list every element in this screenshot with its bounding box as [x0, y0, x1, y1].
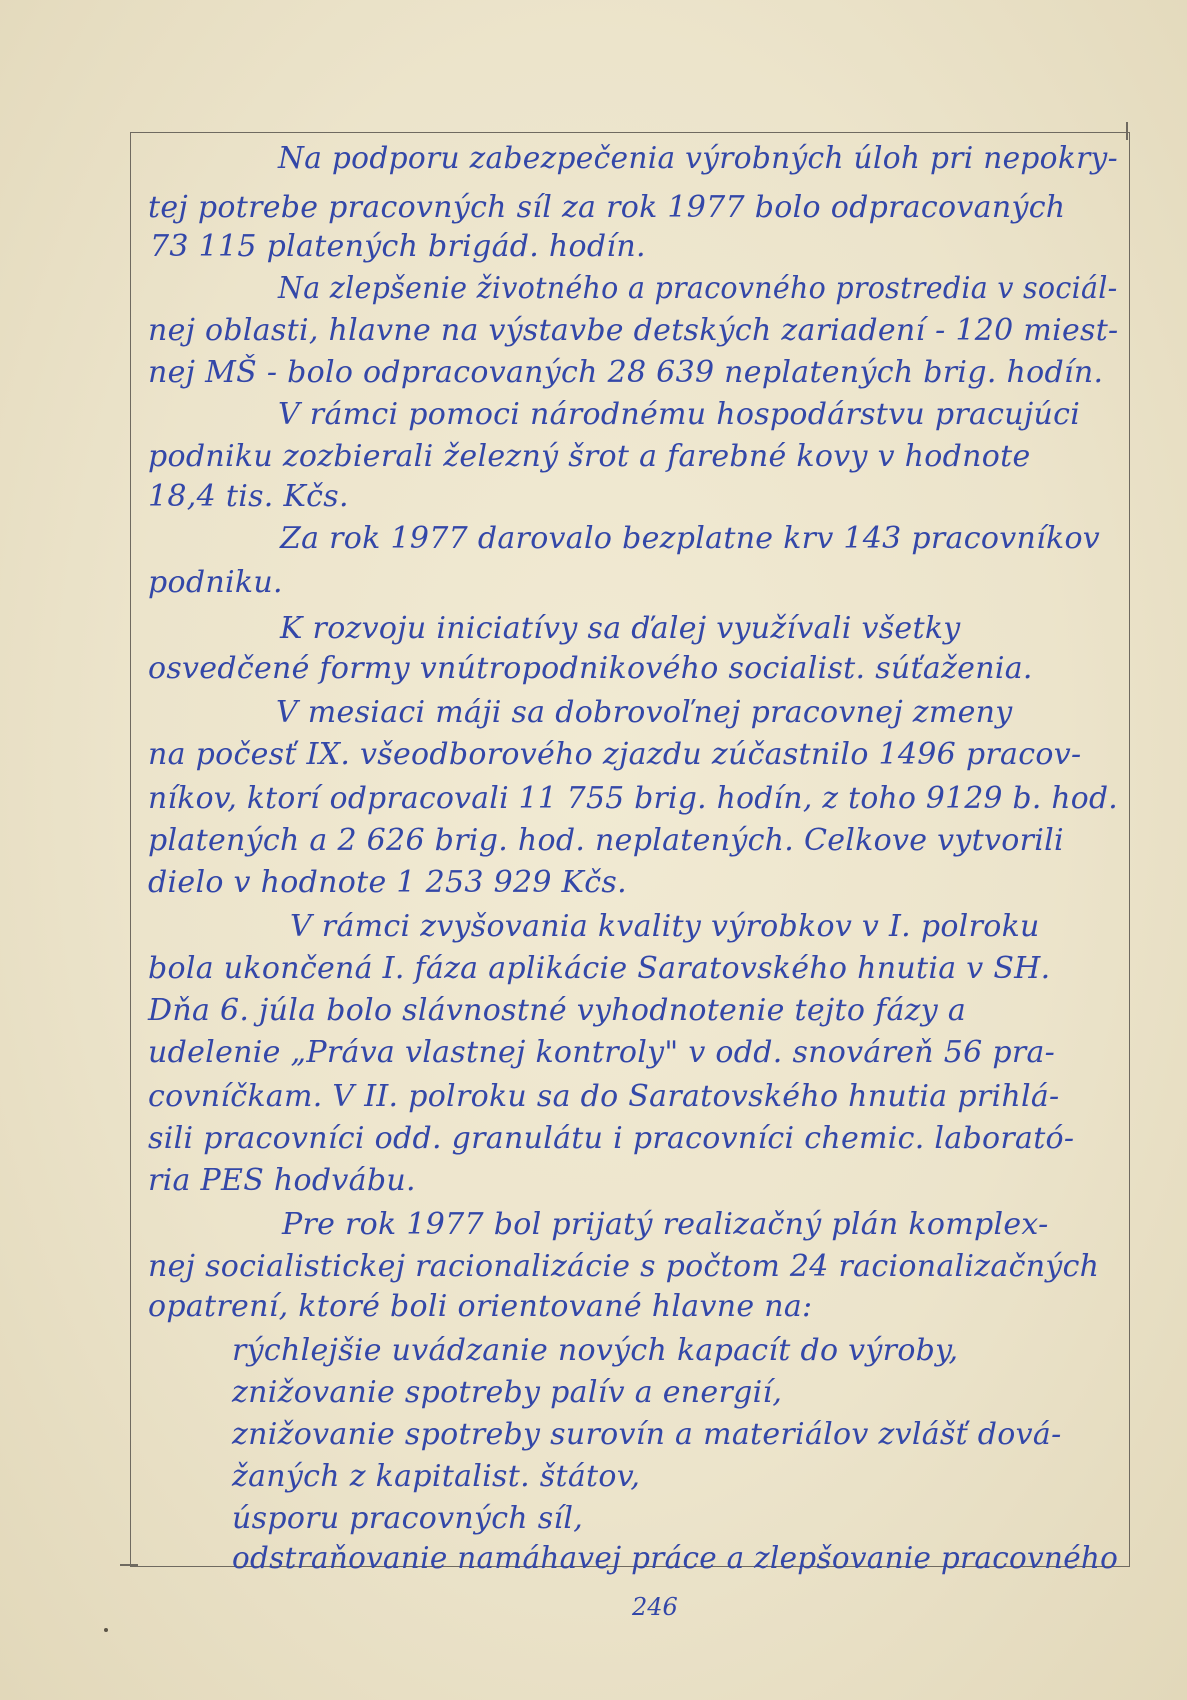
page-number: 246: [632, 1593, 678, 1621]
text-line: na počesť IX. všeodborového zjazdu zúčastnilo 1496 pracov-: [148, 737, 1082, 772]
text-line: níkov, ktorí odpracovali 11 755 brig. hodín, z toho 9129 b. hod.: [148, 781, 1119, 816]
text-line: osvedčené formy vnútropodnikového socialist. súťaženia.: [148, 651, 1033, 686]
text-line: opatrení, ktoré boli orientované hlavne na:: [148, 1289, 813, 1324]
text-line: V rámci pomoci národnému hospodárstvu pracujúci: [278, 397, 1081, 432]
text-line: Na zlepšenie životného a pracovného prostredia v sociál-: [278, 271, 1118, 306]
text-line: V mesiaci máji sa dobrovoľnej pracovnej zmeny: [276, 695, 1013, 730]
text-line: platených a 2 626 brig. hod. neplatených. Celkove vytvorili: [148, 823, 1064, 858]
text-line: podniku zozbierali železný šrot a farebné kovy v hodnote: [148, 439, 1031, 474]
text-line: Na podporu zabezpečenia výrobných úloh pri nepokry-: [278, 141, 1118, 176]
text-line: úsporu pracovných síl,: [232, 1501, 584, 1536]
text-line: Pre rok 1977 bol prijatý realizačný plán komplex-: [282, 1207, 1049, 1242]
text-line: dielo v hodnote 1 253 929 Kčs.: [148, 865, 627, 900]
frame-corner-mark: [1126, 122, 1128, 140]
text-line: ria PES hodvábu.: [148, 1163, 416, 1198]
text-line: bola ukončená I. fáza aplikácie Saratovského hnutia v SH.: [148, 951, 1051, 986]
text-line: nej MŠ - bolo odpracovaných 28 639 neplatených brig. hodín.: [148, 355, 1104, 390]
text-line: nej oblasti, hlavne na výstavbe detských zariadení - 120 miest-: [148, 313, 1119, 348]
text-line: podniku.: [148, 565, 283, 600]
text-line: Za rok 1977 darovalo bezplatne krv 143 pracovníkov: [280, 521, 1101, 556]
text-line: žaných z kapitalist. štátov,: [232, 1459, 641, 1494]
text-line: 18,4 tis. Kčs.: [148, 479, 349, 514]
text-line: 73 115 platených brigád. hodín.: [150, 229, 646, 264]
text-line: znižovanie spotreby palív a energií,: [232, 1375, 783, 1410]
paper-speck: [104, 1628, 108, 1632]
text-line: tej potrebe pracovných síl za rok 1977 bolo odpracovaných: [148, 190, 1066, 225]
frame-corner-mark: [120, 1564, 138, 1566]
text-line: V rámci zvyšovania kvality výrobkov v I. polroku: [290, 909, 1040, 944]
text-line: znižovanie spotreby surovín a materiálov zvlášť dová-: [232, 1417, 1062, 1452]
text-line: udelenie „Práva vlastnej kontroly" v odd. snováreň 56 pra-: [148, 1035, 1056, 1070]
text-line: sili pracovníci odd. granulátu i pracovníci chemic. laborató-: [148, 1121, 1075, 1156]
text-line: nej socialistickej racionalizácie s počtom 24 racionalizačných: [148, 1249, 1100, 1284]
text-line: odstraňovanie namáhavej práce a zlepšovanie pracovného: [232, 1541, 1119, 1576]
text-line: rýchlejšie uvádzanie nových kapacít do výroby,: [232, 1333, 959, 1368]
text-line: covníčkam. V II. polroku sa do Saratovského hnutia prihlá-: [148, 1079, 1060, 1114]
text-line: Dňa 6. júla bolo slávnostné vyhodnotenie tejto fázy a: [148, 993, 967, 1028]
text-line: K rozvoju iniciatívy sa ďalej využívali všetky: [280, 611, 961, 646]
